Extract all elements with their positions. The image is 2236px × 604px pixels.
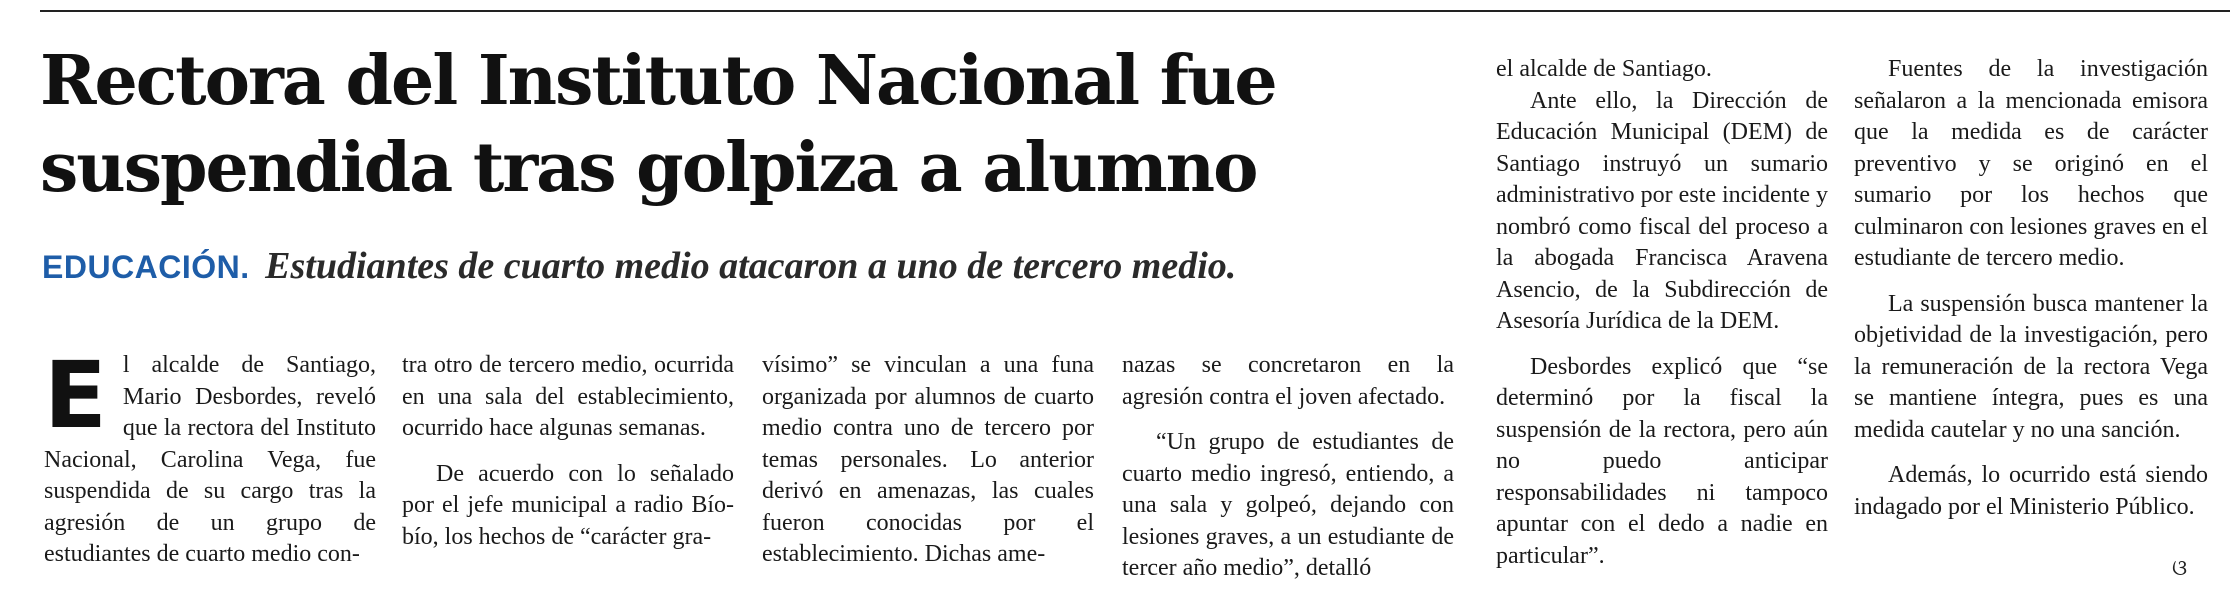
paragraph: vísimo” se vinculan a una funa organizada por alumnos de cuarto medio contra uno de tercero por temas personales. Lo anterior derivó en amenazas, las cuales fueron conocidas por el establecimiento. Dichas ame- — [762, 352, 1094, 567]
column-5 — [1496, 54, 1828, 572]
paragraph: Desbordes explicó que “se determinó por la fiscal la suspensión de la rectora, pero aún no puedo anticipar responsabilidades ni tampoco apuntar con el dedo a nadie en particular”. — [1496, 353, 1828, 569]
column-1 — [44, 342, 376, 571]
subheadline — [42, 243, 1442, 290]
headline-line-1: Rectora del Instituto Nacional fue — [40, 41, 1276, 121]
end-mark-icon: ଓ — [2172, 556, 2188, 581]
paragraph: La suspensión busca mantener la objetividad de la investigación, pero la remuneración de la rectora Vega se mantiene íntegra, pues es una medida cautelar y no una sanción. — [1854, 290, 2208, 443]
headline-line-2: suspendida tras golpiza a alumno — [40, 128, 1257, 208]
top-rule — [40, 10, 2230, 12]
section-kicker: EDUCACIÓN. — [42, 249, 250, 285]
paragraph: “Un grupo de estudiantes de cuarto medio ingresó, entiendo, a una sala y golpeó, dejando con lesiones graves, a un estudiante de tercer año medio”, detalló — [1122, 429, 1454, 581]
drop-cap: E — [44, 342, 107, 449]
paragraph: De acuerdo con lo señalado por el jefe municipal a radio Bío-bío, los hechos de “carácter gra- — [402, 460, 734, 550]
headline — [40, 38, 1440, 212]
column-6 — [1854, 54, 2208, 523]
paragraph: el alcalde de Santiago. — [1496, 56, 1712, 82]
paragraph: Además, lo ocurrido está siendo indagado por el Ministerio Público. — [1854, 462, 2208, 520]
paragraph: Fuentes de la investigación señalaron a la mencionada emisora que la medida es de carácter preventivo y se originó en el sumario por los hechos que culminaron con lesiones graves en el estudiante de tercero medio. — [1854, 56, 2208, 271]
paragraph: Ante ello, la Dirección de Educación Municipal (DEM) de Santiago instruyó un sumario administrativo por este incidente y nombró como fiscal del proceso a la abogada Francisca Aravena Asencio, de la Subdirección de Asesoría Jurídica de la DEM. — [1496, 87, 1828, 334]
paragraph: l alcalde de Santiago, Mario Desbordes, reveló que la rectora del Instituto Nacional, Carolina Vega, fue suspendida de su cargo tras la agresión de un grupo de estudiantes de cuarto medio con- — [44, 352, 376, 567]
deck: Estudiantes de cuarto medio atacaron a uno de tercero medio. — [265, 245, 1237, 287]
column-4 — [1122, 350, 1454, 585]
paragraph: tra otro de tercero medio, ocurrida en una sala del establecimiento, ocurrido hace algunas semanas. — [402, 352, 734, 441]
column-3 — [762, 350, 1094, 571]
column-2 — [402, 350, 734, 553]
paragraph: nazas se concretaron en la agresión contra el joven afectado. — [1122, 352, 1454, 410]
